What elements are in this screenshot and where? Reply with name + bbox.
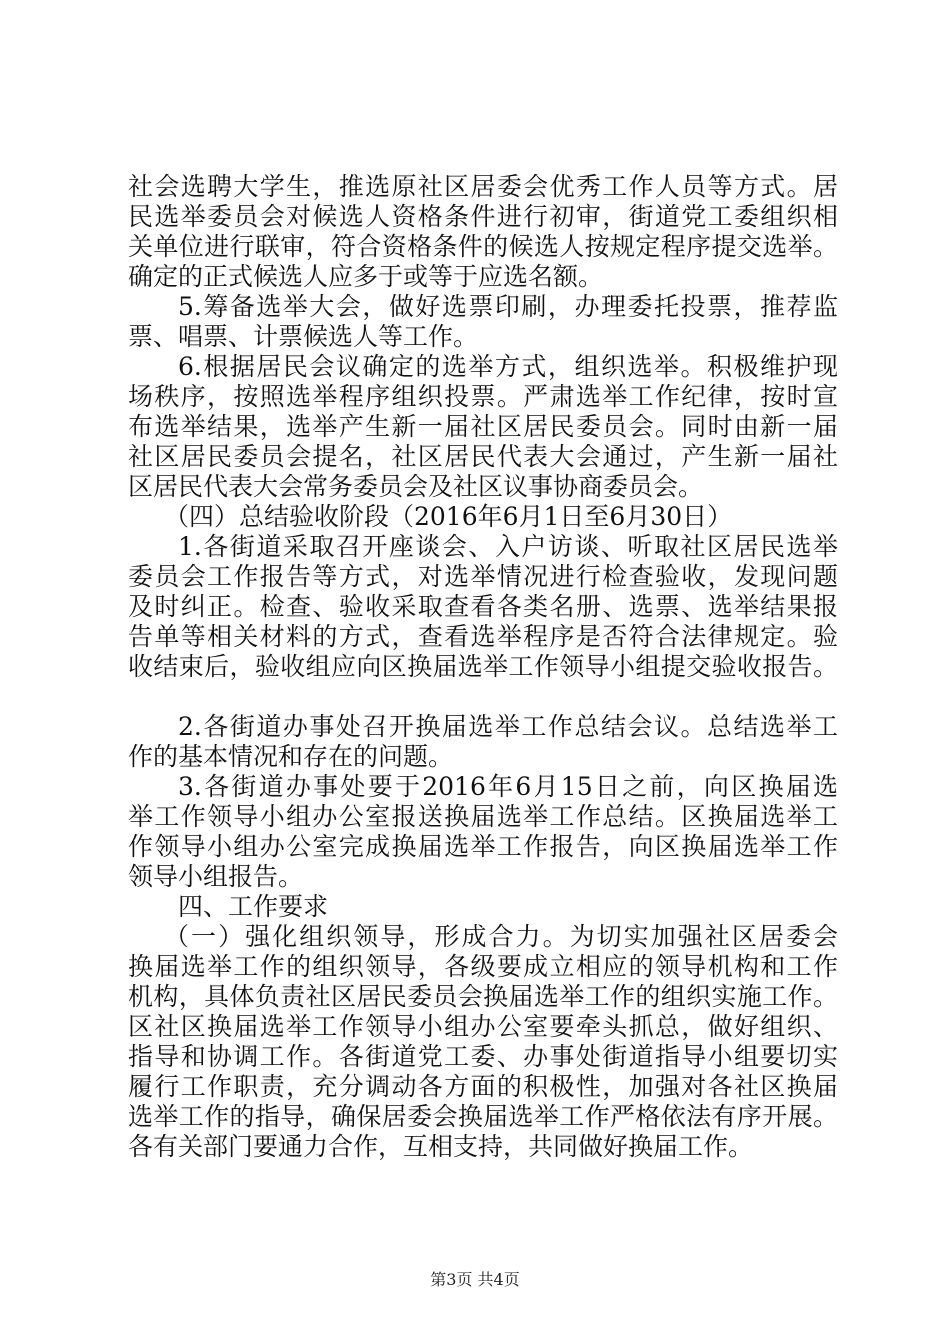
text-line: 各有关部门要通力合作，互相支持，共同做好换届工作。 — [128, 1132, 754, 1161]
text-line: （一）强化组织领导，形成合力。为切实加强社区居委会 — [164, 922, 838, 951]
section-heading: 四、工作要求 — [178, 892, 329, 921]
text-line: 关单位进行联审，符合资格条件的候选人按规定程序提交选举。 — [128, 232, 838, 261]
text-line: 作的基本情况和存在的问题。 — [128, 742, 454, 771]
section-heading: （四）总结验收阶段（2016年6月1日至6月30日） — [164, 502, 733, 531]
document-body — [128, 172, 838, 1162]
text-line: 场秩序，按照选举程序组织投票。严肃选举工作纪律，按时宣 — [128, 382, 838, 411]
text-line: 履行工作职责，充分调动各方面的积极性，加强对各社区换届 — [128, 1072, 838, 1101]
text-line: 社区居民委员会提名，社区居民代表大会通过，产生新一届社 — [128, 442, 838, 471]
text-line: 机构，具体负责社区居民委员会换届选举工作的组织实施工作。 — [128, 982, 838, 1011]
text-line: 1.各街道采取召开座谈会、入户访谈、听取社区居民选举 — [178, 532, 838, 561]
text-line: 区居民代表大会常务委员会及社区议事协商委员会。 — [128, 472, 704, 501]
text-line: 2.各街道办事处召开换届选举工作总结会议。总结选举工 — [178, 712, 838, 741]
text-line: 选举工作的指导，确保居委会换届选举工作严格依法有序开展。 — [128, 1102, 838, 1131]
text-line: 确定的正式候选人应多于或等于应选名额。 — [128, 262, 604, 291]
text-line: 及时纠正。检查、验收采取查看各类名册、选票、选举结果报 — [128, 592, 838, 621]
text-line: 换届选举工作的组织领导，各级要成立相应的领导机构和工作 — [128, 952, 838, 981]
text-line: 委员会工作报告等方式，对选举情况进行检查验收，发现问题 — [128, 562, 838, 591]
text-line: 3.各街道办事处要于2016年6月15日之前，向区换届选 — [178, 772, 838, 801]
text-line: 民选举委员会对候选人资格条件进行初审，街道党工委组织相 — [128, 202, 838, 231]
text-line: 举工作领导小组办公室报送换届选举工作总结。区换届选举工 — [128, 802, 838, 831]
text-line: 指导和协调工作。各街道党工委、办事处街道指导小组要切实 — [128, 1042, 838, 1071]
text-line: 6.根据居民会议确定的选举方式，组织选举。积极维护现 — [178, 352, 838, 381]
text-line: 布选举结果，选举产生新一届社区居民委员会。同时由新一届 — [128, 412, 838, 441]
page-number-footer: 第3页 共4页 — [430, 1270, 520, 1289]
text-line: 社会选聘大学生，推选原社区居委会优秀工作人员等方式。居 — [128, 172, 838, 201]
text-line: 5.筹备选举大会，做好选票印刷，办理委托投票，推荐监 — [178, 292, 838, 321]
text-line: 领导小组报告。 — [128, 862, 304, 891]
text-line: 作领导小组办公室完成换届选举工作报告，向区换届选举工作 — [128, 832, 838, 861]
text-line: 告单等相关材料的方式，查看选举程序是否符合法律规定。验 — [128, 622, 838, 651]
text-line: 收结束后，验收组应向区换届选举工作领导小组提交验收报告。 — [128, 652, 838, 681]
text-line: 票、唱票、计票候选人等工作。 — [128, 322, 479, 351]
text-line: 区社区换届选举工作领导小组办公室要牵头抓总，做好组织、 — [128, 1012, 838, 1041]
